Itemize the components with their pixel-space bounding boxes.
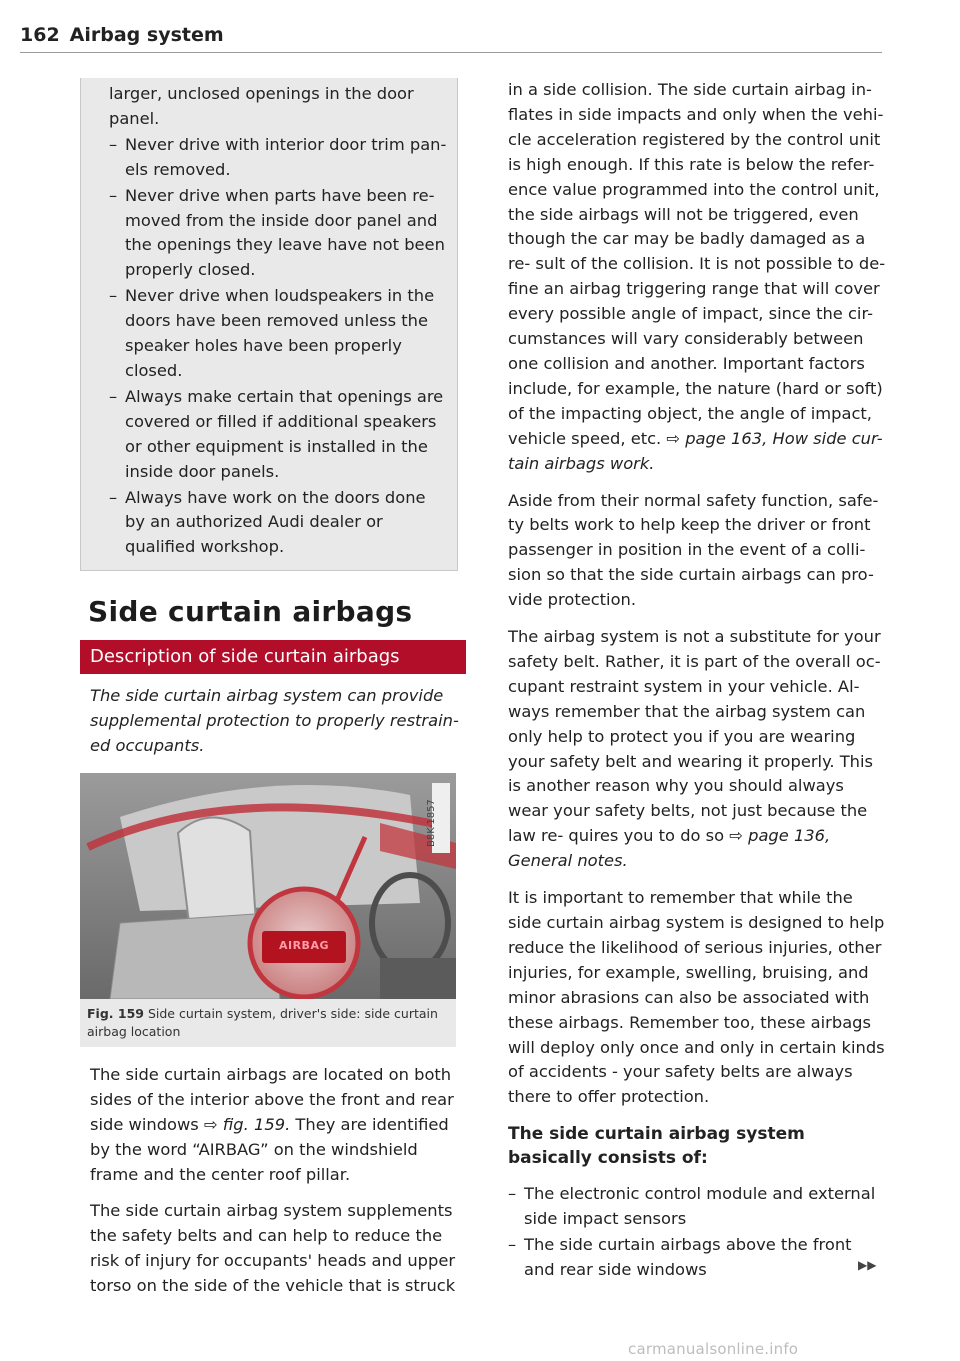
- figure-label: Fig. 159: [87, 1005, 144, 1021]
- warning-item: – Always make certain that openings are covered or filled if additional speakers or other equipment is installed in the inside door panels.: [109, 385, 447, 485]
- warning-item: – Never drive when loudspeakers in the doors have been removed unless the speaker holes have been properly closed.: [109, 284, 447, 384]
- continue-arrow-icon: ▶▶: [858, 1258, 877, 1272]
- list-heading: The side curtain airbag system basically consists of:: [508, 1124, 805, 1169]
- page-header: [20, 24, 882, 46]
- page-number: 162: [20, 24, 60, 46]
- image-code: B8K-1857: [426, 799, 437, 847]
- warning-box: [80, 78, 458, 571]
- list-item: – The electronic control module and external side impact sensors: [508, 1182, 886, 1232]
- warning-item: – Never drive with interior door trim pan- els removed.: [109, 133, 447, 183]
- warning-intro: larger, unclosed openings in the door panel.: [109, 84, 414, 128]
- section-intro: The side curtain airbag system can provide supplemental protection to properly restrain- ed occupants.: [90, 686, 459, 756]
- body-paragraph: It is important to remember that while the side curtain airbag system is designed to help reduce the likelihood of serious injuries, other injuries, for example, swelling, bruising, and minor abrasions can also be associated with these airbags. Remember too, these airbags will deploy only once and only in certain kinds of accidents - your safety belts are always there to offer protection.: [508, 888, 885, 1107]
- section-heading: Side curtain airbags: [88, 595, 413, 629]
- body-text: The airbag system is not a substitute for your safety belt. Rather, it is part of the overall oc- cupant restraint system in your vehicle. Al- ways remember that the airbag system can only help to protect you if you are wearing your safety belt and wearing it properly. This is another reason why you should always wear your safety belts, not just because the law re- quires you to do so: [508, 627, 881, 846]
- body-text: They are identified by the word “AIRBAG” on the windshield frame and the center roof pillar.: [90, 1114, 449, 1184]
- page-reference-link[interactable]: ⇨ page 163, How side cur- tain airbags work.: [508, 428, 883, 473]
- page-reference-link[interactable]: ⇨ page 136, General notes.: [508, 826, 831, 871]
- airbag-figure: [80, 773, 456, 999]
- airbag-label: AIRBAG: [278, 938, 329, 952]
- watermark: carmanualsonline.info: [628, 1340, 799, 1358]
- body-paragraph: [508, 625, 886, 874]
- body-text: The side curtain airbags are located on both sides of the interior above the front and rear side windows: [90, 1064, 454, 1134]
- body-paragraph: The side curtain airbag system supplements the safety belts and can help to reduce the risk of injury for occupants' heads and upper torso on the side of the vehicle that is struck: [90, 1201, 456, 1296]
- body-text: in a side collision. The side curtain airbag in- flates in side impacts and only when the vehi- cle acceleration registered by the control unit is high enough. If this rate is below the refer- ence value programmed into the control unit, the side airbags will not be triggered, even though the car may be badly damaged as a re- sult of the collision. It is not possible to de- fine an airbag triggering range that will cover every possible angle of impact, since the cir- cumstances will vary considerably between one collision and another. Important factors include, for example, the nature (hard or soft) of the impacting object, the angle of impact, vehicle speed, etc.: [508, 80, 886, 448]
- body-paragraph: Aside from their normal safety function, safe- ty belts work to help keep the driver or front passenger in position in the event of a colli- sion so that the side curtain airbags can pro- vide protection.: [508, 490, 879, 610]
- figure-caption-text: Side curtain system, driver's side: side curtain airbag location: [87, 1005, 438, 1039]
- list-item: – The side curtain airbags above the front and rear side windows: [508, 1233, 886, 1283]
- header-divider: [20, 52, 882, 53]
- subsection-heading-bar: Description of side curtain airbags: [80, 640, 466, 674]
- warning-item: – Never drive when parts have been re- moved from the inside door panel and the openings they leave have not been properly closed.: [109, 184, 447, 284]
- warning-item: – Always have work on the doors done by an authorized Audi dealer or qualified workshop.: [109, 486, 447, 561]
- left-column: [87, 78, 466, 1299]
- figure-caption: [80, 999, 456, 1047]
- car-interior-illustration: [80, 773, 456, 999]
- figure-reference-link[interactable]: ⇨ fig. 159.: [203, 1114, 291, 1134]
- right-column: [508, 78, 886, 1283]
- body-paragraph: [90, 1063, 466, 1188]
- section-title: Airbag system: [69, 24, 224, 46]
- body-paragraph: [508, 78, 886, 477]
